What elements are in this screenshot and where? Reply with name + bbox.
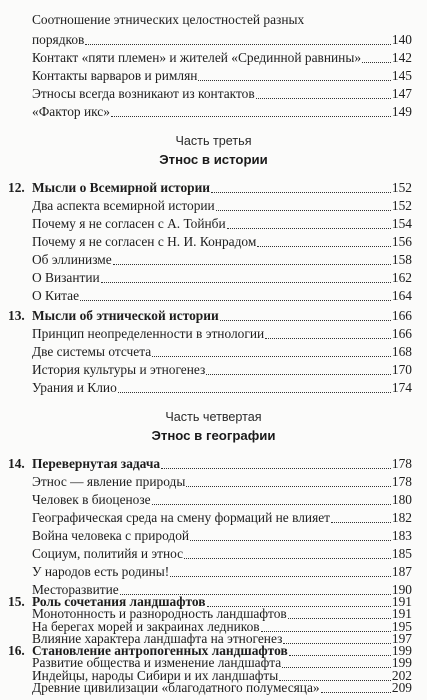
- toc-entry: [0, 322, 412, 342]
- toc-entry-page: 199: [391, 655, 412, 670]
- toc-entry-title: Географическая среда на смену формаций не влияет: [32, 510, 331, 525]
- toc-entry: [0, 212, 412, 232]
- toc-entry-page: 154: [391, 216, 412, 231]
- toc-entry: [0, 680, 412, 696]
- toc-entry: [0, 28, 412, 48]
- toc-entry-page: 180: [391, 492, 412, 507]
- toc-entry-title: Урания и Клио: [32, 380, 117, 395]
- part-title: Этнос в географии: [151, 428, 276, 443]
- chapter-number: 13.: [8, 308, 25, 323]
- toc-entry-page: 158: [391, 252, 412, 267]
- toc-entry-title: Человек в биоценозе: [32, 492, 151, 507]
- toc-entry-page: 149: [391, 104, 412, 119]
- toc-entry-title: Принцип неопределенности в этнологии: [32, 326, 265, 341]
- toc-entry-title: Индейцы, народы Сибири и их ландшафты: [32, 668, 279, 683]
- toc-entry: [0, 488, 412, 508]
- chapter-title: Мысли об этнической истории: [32, 308, 219, 323]
- toc-entry: [0, 230, 412, 250]
- toc-entry-title: Почему я не согласен с А. Тойнби: [32, 216, 226, 231]
- toc-entry-title: О Византии: [32, 270, 100, 285]
- toc-entry-title: Этнос — явление природы: [32, 474, 186, 489]
- toc-entry-title: Древние цивилизации «благодатного полумесяца»: [32, 680, 320, 695]
- toc-entry-title: Война человека с природой: [32, 528, 190, 543]
- chapter-number: 14.: [8, 456, 25, 471]
- dot-leader: [184, 558, 391, 559]
- chapter-title: Перевернутая задача: [32, 456, 161, 471]
- toc-entry-page: 168: [391, 344, 412, 359]
- toc-entry-page: 187: [391, 564, 412, 579]
- toc-entry: [0, 560, 412, 580]
- dot-leader: [216, 210, 391, 211]
- chapter-number: 16.: [8, 643, 25, 658]
- dot-leader: [113, 264, 391, 265]
- dot-leader: [265, 338, 391, 339]
- toc-entry-page: 170: [391, 362, 412, 377]
- toc-entry-page: 164: [391, 288, 412, 303]
- toc-entry-page: 195: [391, 619, 412, 634]
- toc-entry-title: «Фактор икс»: [32, 104, 110, 119]
- toc-entry-title: Соотношение этнических целостностей разных: [32, 12, 305, 27]
- toc-entry-title: Монотонность и разнородность ландшафтов: [32, 606, 287, 621]
- toc-entry-title: Этносы всегда возникают из контактов: [32, 86, 255, 101]
- dot-leader: [170, 576, 391, 577]
- toc-entry: [0, 358, 412, 378]
- toc-entry-title: История культуры и этногенез: [32, 362, 206, 377]
- part-label: Часть четвертая: [165, 410, 262, 424]
- toc-chapter: [0, 176, 412, 196]
- toc-entry-title: Контакты варваров и римлян: [32, 68, 198, 83]
- chapter-number: 15.: [8, 594, 25, 609]
- part-label: Часть третья: [175, 134, 252, 148]
- toc-entry: [0, 194, 412, 214]
- toc-entry-page: 191: [391, 606, 412, 621]
- toc-entry: [0, 340, 412, 360]
- toc-entry-page: 182: [391, 510, 412, 525]
- toc-entry-page: 191: [391, 594, 412, 609]
- dot-leader: [211, 192, 391, 193]
- toc-entry: [0, 100, 412, 120]
- dot-leader: [256, 98, 391, 99]
- chapter-title: Мысли о Всемирной истории: [32, 180, 211, 195]
- toc-entry-page: 183: [391, 528, 412, 543]
- toc-entry: [0, 376, 412, 396]
- toc-entry-page: 152: [391, 198, 412, 213]
- toc-entry-page: 147: [391, 86, 412, 101]
- toc-entry-page: 166: [391, 326, 412, 341]
- dot-leader: [257, 246, 391, 247]
- dot-leader: [186, 486, 391, 487]
- toc-entry: [0, 46, 412, 66]
- toc-entry-title: На берегах морей и закраинах ледников: [32, 619, 260, 634]
- toc-entry-title: Две системы отсчета: [32, 344, 152, 359]
- toc-entry: [0, 470, 412, 490]
- chapter-title: Роль сочетания ландшафтов: [32, 594, 206, 609]
- dot-leader: [152, 356, 391, 357]
- toc-entry-title: Социум, политийя и этнос: [32, 546, 184, 561]
- toc-entry-page: 156: [391, 234, 412, 249]
- toc-entry-page: 185: [391, 546, 412, 561]
- toc-entry: [0, 8, 412, 28]
- toc-entry: [0, 284, 412, 304]
- toc-entry-page: 152: [391, 180, 412, 195]
- toc-entry-title: У народов есть родины!: [32, 564, 170, 579]
- dot-leader: [161, 468, 391, 469]
- toc-entry: [0, 64, 412, 84]
- dot-leader: [118, 392, 391, 393]
- toc-entry-title: Два аспекта всемирной истории: [32, 198, 215, 213]
- toc-entry: [0, 524, 412, 544]
- toc-entry-page: 190: [391, 582, 412, 597]
- toc-entry-page: 197: [391, 631, 412, 646]
- dot-leader: [198, 80, 391, 81]
- dot-leader: [85, 44, 391, 45]
- dot-leader: [152, 504, 391, 505]
- toc-entry-page: 178: [391, 456, 412, 471]
- toc-entry-page: 202: [391, 668, 412, 683]
- toc-entry: [0, 506, 412, 526]
- toc-entry-title: Влияние характера ландшафта на этногенез: [32, 631, 283, 646]
- toc-entry-title: порядков: [32, 32, 85, 47]
- toc-entry: [0, 266, 412, 286]
- dot-leader: [190, 540, 391, 541]
- toc-entry-page: 142: [391, 50, 412, 65]
- dot-leader: [362, 62, 391, 63]
- toc-chapter: [0, 452, 412, 472]
- dot-leader: [101, 282, 391, 283]
- toc-entry-page: 166: [391, 308, 412, 323]
- toc-entry-page: 178: [391, 474, 412, 489]
- toc-entry-title: О Китае: [32, 288, 80, 303]
- chapter-title: Становление антропогенных ландшафтов: [32, 643, 288, 658]
- chapter-number: 12.: [8, 180, 25, 195]
- dot-leader: [321, 692, 391, 693]
- toc-entry: [0, 82, 412, 102]
- toc-entry-page: 209: [391, 680, 412, 695]
- toc-entry: [0, 542, 412, 562]
- dot-leader: [111, 116, 391, 117]
- toc-chapter: [0, 304, 412, 324]
- toc-entry-page: 199: [391, 643, 412, 658]
- dot-leader: [220, 320, 391, 321]
- toc-entry-page: 145: [391, 68, 412, 83]
- toc-entry-title: Развитие общества и изменение ландшафта: [32, 655, 282, 670]
- toc-entry-title: Контакт «пяти племен» и жителей «Срединной равнины»: [32, 50, 362, 65]
- part-title: Этнос в истории: [159, 152, 268, 167]
- toc-entry: [0, 248, 412, 268]
- toc-entry-page: 174: [391, 380, 412, 395]
- dot-leader: [206, 374, 391, 375]
- toc-entry-page: 140: [391, 32, 412, 47]
- dot-leader: [80, 300, 391, 301]
- toc-entry-title: Месторазвитие: [32, 582, 119, 597]
- dot-leader: [227, 228, 391, 229]
- dot-leader: [331, 522, 391, 523]
- toc-entry-page: 162: [391, 270, 412, 285]
- toc-entry-title: Почему я не согласен с Н. И. Конрадом: [32, 234, 257, 249]
- toc-entry-title: Об эллинизме: [32, 252, 112, 267]
